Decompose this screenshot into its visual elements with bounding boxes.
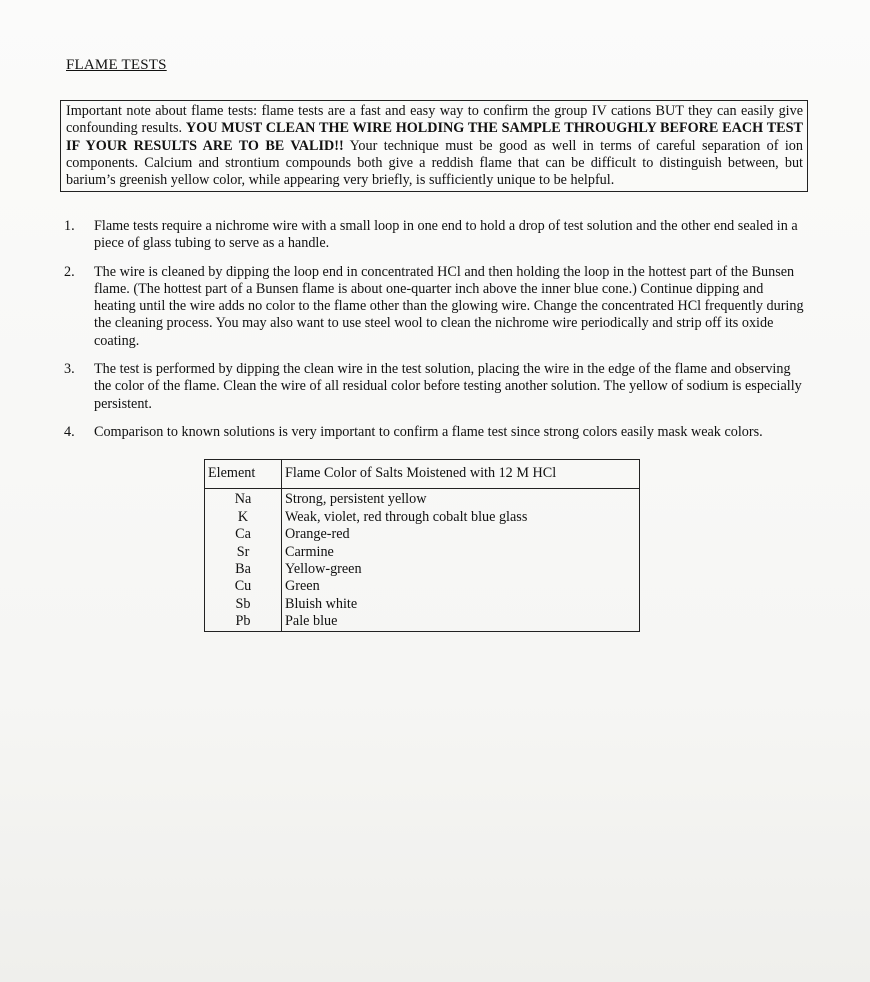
table-row xyxy=(205,596,640,613)
color-cell: Yellow-green xyxy=(282,561,640,578)
step-number: 1. xyxy=(64,218,75,234)
color-cell: Green xyxy=(282,578,640,595)
header-flame-color: Flame Color of Salts Moistened with 12 M HCl xyxy=(282,460,640,489)
page-title: FLAME TESTS xyxy=(66,57,167,73)
step-item xyxy=(64,264,808,350)
element-cell: Ca xyxy=(205,526,282,543)
note-emphasis: YOU MUST CLEAN THE WIRE HOLDING THE SAMPLE THROUGHLY BEFORE EACH TEST IF YOUR RESULTS ARE TO BE VALID!! xyxy=(66,120,803,154)
step-text: Comparison to known solutions is very important to confirm a flame test since strong colors easily mask weak colors. xyxy=(94,423,763,440)
color-cell: Pale blue xyxy=(282,613,640,631)
step-item xyxy=(64,218,808,253)
color-cell: Weak, violet, red through cobalt blue glass xyxy=(282,509,640,526)
important-note-box xyxy=(60,100,808,192)
table-row xyxy=(205,489,640,509)
color-cell: Strong, persistent yellow xyxy=(282,489,640,509)
step-item xyxy=(64,424,808,441)
element-cell: Na xyxy=(205,489,282,509)
step-number: 2. xyxy=(64,263,75,280)
note-rest: Your technique must be good as well in terms of careful separation of ion components. Calcium and strontium compounds both give a reddish flame that can be difficult to distinguish between, but barium’s greenish yellow color, while appearing very briefly, is sufficiently unique to be helpful. xyxy=(66,137,803,189)
element-cell: Cu xyxy=(205,578,282,595)
step-text: The wire is cleaned by dipping the loop end in concentrated HCl and then holding the loop in the hottest part of the Bunsen flame. (The hottest part of a Bunsen flame is about one-quarter inch above the inner blue cone.) Continue dipping and heating until the wire adds no color to the flame other than the glowing wire. Change the concentrated HCl frequently during the cleaning process. You may also want to use steel wool to clean the nichrome wire periodically and strip off its oxide coating. xyxy=(94,263,804,349)
color-cell: Orange-red xyxy=(282,526,640,543)
flame-color-table xyxy=(204,459,640,632)
procedure-steps xyxy=(64,218,808,452)
table-header-row xyxy=(205,460,640,489)
element-cell: Pb xyxy=(205,613,282,631)
element-cell: Sr xyxy=(205,544,282,561)
table-row xyxy=(205,578,640,595)
step-number: 3. xyxy=(64,361,75,378)
step-text: Flame tests require a nichrome wire with a small loop in one end to hold a drop of test solution and the other end sealed in a piece of glass tubing to serve as a handle. xyxy=(94,218,798,252)
element-cell: Sb xyxy=(205,596,282,613)
step-text: The test is performed by dipping the clean wire in the test solution, placing the wire in the edge of the flame and observing the color of the flame. Clean the wire of all residual color before testing another solution. The yellow of sodium is especially persistent. xyxy=(94,361,802,412)
color-cell: Carmine xyxy=(282,544,640,561)
table-row xyxy=(205,613,640,631)
note-intro: Important note about flame tests: flame tests are a fast and easy way to confirm the group IV cations BUT they can easily give confounding results. xyxy=(66,103,803,137)
step-item xyxy=(64,361,808,413)
table-row xyxy=(205,526,640,543)
element-cell: Ba xyxy=(205,561,282,578)
header-element: Element xyxy=(205,460,282,489)
color-cell: Bluish white xyxy=(282,596,640,613)
table-row xyxy=(205,561,640,578)
table-row xyxy=(205,544,640,561)
table-row xyxy=(205,509,640,526)
step-number: 4. xyxy=(64,423,75,440)
element-cell: K xyxy=(205,509,282,526)
